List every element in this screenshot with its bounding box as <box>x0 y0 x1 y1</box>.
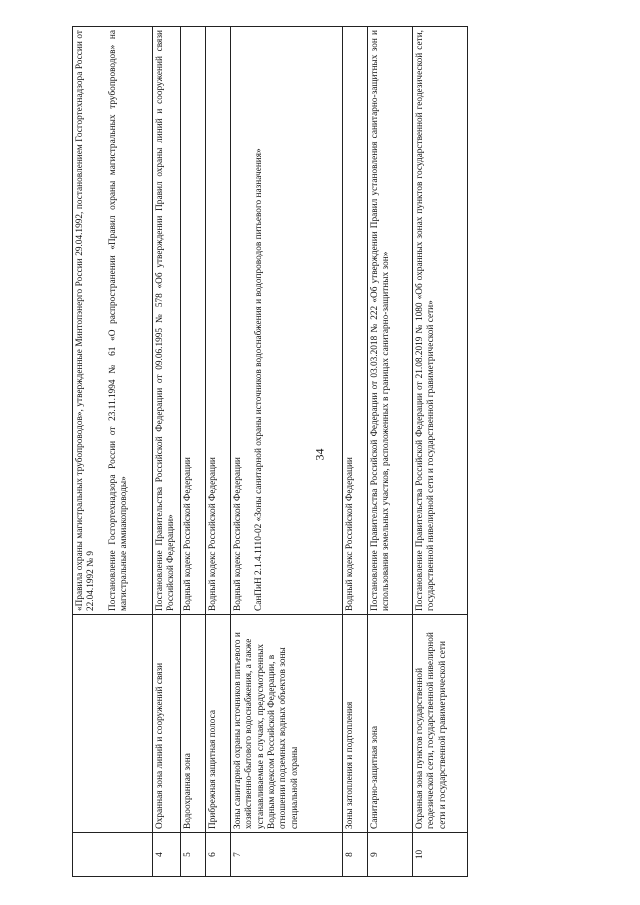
zone-name-cell: Санитарно-защитная зона <box>368 615 413 833</box>
row-number-cell <box>73 833 153 877</box>
table-row <box>368 27 413 877</box>
row-number-cell: 5 <box>181 833 206 877</box>
table-row <box>153 27 181 877</box>
legal-basis-paragraph: Постановление Правительства Российской Федерации от 03.03.2018 № 222 «Об утверждении Правил установления санитарно-защитных зон и использования земельных участков, расположенных в границах санитарно-защитных зон» <box>370 30 392 611</box>
legal-basis-paragraph: Постановление Госгортехнадзора России от 23.11.1994 № 61 «О распространении «Правил охраны магистральных трубопроводов» на магистральные аммиакопроводы» <box>107 30 129 611</box>
zone-name-cell: Зоны санитарной охраны источников питьевого и хозяйственно-бытового водоснабжения, а также устанавливаемые в случаях, предусмотренных Водным кодексом Российской Федерации, в отношении подземных водных объектов зоны специальной охраны <box>231 615 343 833</box>
table-row <box>343 27 368 877</box>
zone-name-cell: Охранная зона пунктов государственной геодезической сети, государственной нивелирной сети и государственной гравиметрической сети <box>413 615 468 833</box>
table-row <box>413 27 468 877</box>
zone-name-cell: Прибрежная защитная полоса <box>206 615 231 833</box>
legal-basis-cell <box>343 27 368 615</box>
document-table-container <box>72 27 467 877</box>
legal-basis-cell <box>73 27 153 615</box>
zone-name-cell: Водоохранная зона <box>181 615 206 833</box>
legal-basis-paragraph: Постановление Правительства Российской Федерации от 21.08.2019 № 1080 «Об охранных зонах пунктов государственной геодезической сети, государственной нивелирной сети и государственной гравиметрической сети» <box>415 30 437 611</box>
zone-name-cell <box>73 615 153 833</box>
legal-basis-cell <box>231 27 343 615</box>
legal-basis-cell <box>181 27 206 615</box>
row-number-cell: 8 <box>343 833 368 877</box>
row-number-cell: 4 <box>153 833 181 877</box>
legal-basis-cell <box>413 27 468 615</box>
table-row <box>181 27 206 877</box>
legal-basis-paragraph: СанПиН 2.1.4.1110-02 «Зоны санитарной охраны источников водоснабжения и водопроводов питьевого назначения» <box>254 148 265 611</box>
zone-name-cell: Зоны затопления и подтопления <box>343 615 368 833</box>
legal-basis-paragraph: Водный кодекс Российской Федерации <box>345 457 355 611</box>
zone-name-cell: Охранная зона линий и сооружений связи <box>153 615 181 833</box>
legal-basis-cell <box>153 27 181 615</box>
legal-basis-paragraph: Водный кодекс Российской Федерации <box>208 457 218 611</box>
row-number-cell: 6 <box>206 833 231 877</box>
legal-basis-cell <box>206 27 231 615</box>
row-number-cell: 10 <box>413 833 468 877</box>
table-row <box>206 27 231 877</box>
legal-basis-paragraph: «Правила охраны магистральных трубопроводов», утвержденные Минтопэнерго России 29.04.1992, постановлением Госгортехнадзора России от 22.04.1992 № 9 <box>75 30 97 611</box>
legal-basis-paragraph: Водный кодекс Российской Федерации <box>183 457 193 611</box>
legal-basis-paragraph: Водный кодекс Российской Федерации <box>233 457 243 611</box>
legal-basis-cell <box>368 27 413 615</box>
row-number-cell: 7 <box>231 833 343 877</box>
row-number-cell: 9 <box>368 833 413 877</box>
legal-basis-paragraph: Постановление Правительства Российской Федерации от 09.06.1995 № 578 «Об утверждении Правил охраны линий и сооружений связи Российской Федерации» <box>155 30 177 611</box>
table-row <box>231 27 343 877</box>
zones-table <box>72 26 468 877</box>
page-number: 34 <box>312 448 327 461</box>
table-row <box>73 27 153 877</box>
